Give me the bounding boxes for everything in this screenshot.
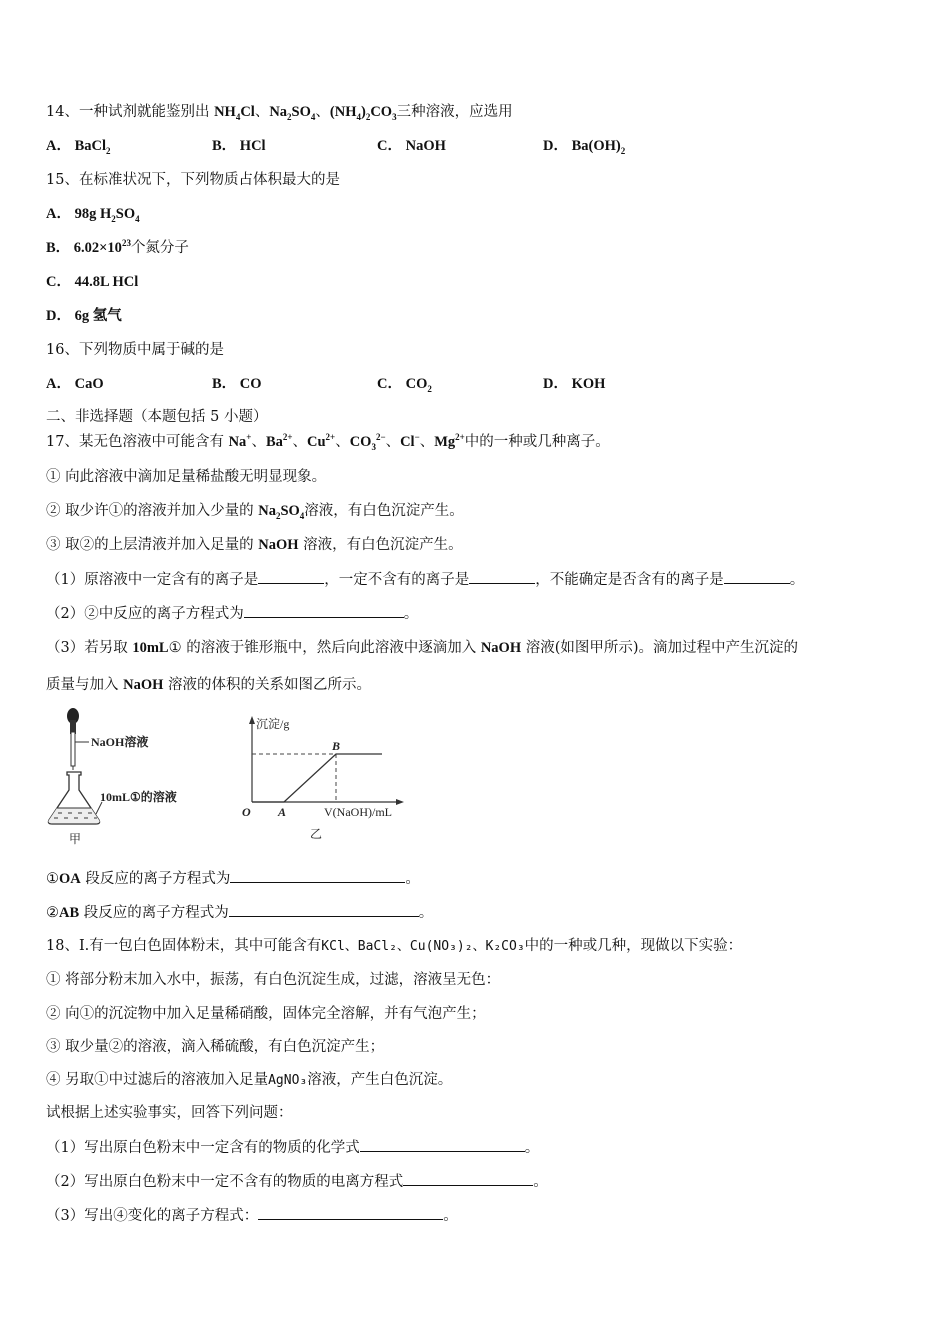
- answer-blank[interactable]: [258, 1205, 443, 1220]
- question-18-stem: 18、Ⅰ.有一包白色固体粉末，其中可能含有KCl、BaCl₂、Cu(NO₃)₂、K₂CO₃中的一种或几种，现做以下实验：: [46, 938, 743, 954]
- figure-yi-chart: [232, 706, 412, 846]
- q14-option-b: B． HCl: [212, 138, 266, 154]
- stem-text: 三种溶液，应选用: [396, 104, 513, 120]
- flask-label: 10mL①的溶液: [100, 790, 177, 804]
- q18-step-1: ① 将部分粉末加入水中，振荡，有白色沉淀生成，过滤，溶液呈无色：: [46, 972, 501, 988]
- section-heading: 二、非选择题（本题包括 5 小题）: [46, 409, 268, 425]
- answer-blank[interactable]: [403, 1171, 533, 1186]
- question-14-stem: 14、一种试剂就能鉴别出 $NH_4Cl$、$Na_2SO_4$、$(NH_4)_2CO_3$三种溶液，应选用: [46, 104, 513, 122]
- q14-option-a: A． BaCl$_2$: [46, 138, 111, 156]
- answer-blank[interactable]: [230, 868, 405, 883]
- question-16-stem: 16、下列物质中属于碱的是: [46, 342, 224, 358]
- answer-blank[interactable]: [469, 569, 535, 584]
- stem-text: 一种试剂就能鉴别出: [78, 104, 215, 120]
- q17-step-2: ② 取少许①的溶液并加入少量的 $Na_2SO_4$溶液，有白色沉淀产生。: [46, 503, 464, 521]
- answer-blank[interactable]: [229, 902, 419, 917]
- q14-option-c: C． NaOH: [377, 138, 446, 154]
- origin-label: O: [242, 805, 251, 819]
- q18-step-4: ④ 另取①中过滤后的溶液加入足量AgNO₃溶液，产生白色沉淀。: [46, 1072, 453, 1088]
- q17-oa-equation: ①OA 段反应的离子方程式为 。: [46, 868, 420, 889]
- q15-option-b: B． $6.02\times 10^{23}$个氮分子: [46, 238, 189, 256]
- answer-blank[interactable]: [258, 569, 324, 584]
- q15-option-a: A． 98g $H_2SO_4$: [46, 206, 140, 224]
- q15-option-c: C． 44.8L HCl: [46, 274, 139, 290]
- q15-option-d: D． 6g 氢气: [46, 308, 122, 324]
- q14-option-d: D． $Ba(OH)_2$: [543, 138, 626, 156]
- q18-sub-1: （1）写出原白色粉末中一定含有的物质的化学式 。: [46, 1137, 539, 1158]
- q18-prompt: 试根据上述实验事实，回答下列问题：: [46, 1105, 293, 1121]
- answer-blank[interactable]: [244, 603, 404, 618]
- question-17-stem: 17、某无色溶液中可能含有 Na+、$Ba^{2+}$、$Cu^{2+}$、$CO_3^{2-}$、Cl−、$Mg^{2+}$中的一种或几种离子。: [46, 432, 610, 452]
- q16-option-b: B． CO: [212, 376, 262, 392]
- q16-option-d: D． KOH: [543, 376, 606, 392]
- question-number: 14、: [46, 104, 79, 120]
- ion-list: Na+、$Ba^{2+}$、$Cu^{2+}$、$CO_3^{2-}$、Cl−、$Mg^{2+}$: [228, 432, 465, 452]
- formula-nh4-2co3: $(NH_4)_2CO_3$: [329, 104, 397, 122]
- q17-sub-1: （1）原溶液中一定含有的离子是 ，一定不含有的离子是 ，不能确定是否含有的离子是 。: [46, 569, 804, 590]
- figure-caption: 乙: [310, 827, 323, 841]
- q18-step-2: ② 向①的沉淀物中加入足量稀硝酸，固体完全溶解，并有气泡产生；: [46, 1006, 486, 1022]
- x-axis-label: V(NaOH)/mL: [324, 805, 392, 819]
- question-15-stem: 15、在标准状况下，下列物质占体积最大的是: [46, 172, 340, 188]
- point-a-label: A: [278, 805, 287, 819]
- q17-ab-equation: ②AB 段反应的离子方程式为 。: [46, 902, 433, 923]
- data-line: [252, 754, 382, 802]
- figure-caption: 甲: [69, 832, 82, 846]
- point-b-label: B: [332, 739, 341, 753]
- figure-jia-flask: [44, 702, 214, 847]
- q18-sub-3: （3）写出④变化的离子方程式： 。: [46, 1205, 458, 1226]
- formula-na2so4: $Na_2SO_4$: [269, 104, 316, 122]
- q17-sub-3-line2: 质量与加入 NaOH 溶液的体积的关系如图乙所示。: [46, 677, 371, 693]
- q18-sub-2: （2）写出原白色粉末中一定不含有的物质的电离方程式 。: [46, 1171, 548, 1192]
- y-axis-label: 沉淀/g: [256, 717, 290, 731]
- q17-sub-3-line1: （3）若另取 10mL① 的溶液于锥形瓶中，然后向此溶液中逐滴加入 NaOH 溶液(如图甲所示)。滴加过程中产生沉淀的: [46, 640, 799, 656]
- q16-option-a: A． CaO: [46, 376, 104, 392]
- answer-blank[interactable]: [360, 1137, 525, 1152]
- q17-sub-2: （2）②中反应的离子方程式为 。: [46, 603, 418, 624]
- q16-option-c: C． $CO_2$: [377, 376, 432, 394]
- q17-step-1: ① 向此溶液中滴加足量稀盐酸无明显现象。: [46, 469, 327, 485]
- q17-step-3: ③ 取②的上层清液并加入足量的 NaOH 溶液，有白色沉淀产生。: [46, 537, 463, 553]
- dropper-label: NaOH溶液: [91, 735, 149, 749]
- q18-step-3: ③ 取少量②的溶液，滴入稀硫酸，有白色沉淀产生；: [46, 1039, 385, 1055]
- answer-blank[interactable]: [724, 569, 790, 584]
- formula-nh4cl: $NH_4Cl$: [214, 104, 255, 122]
